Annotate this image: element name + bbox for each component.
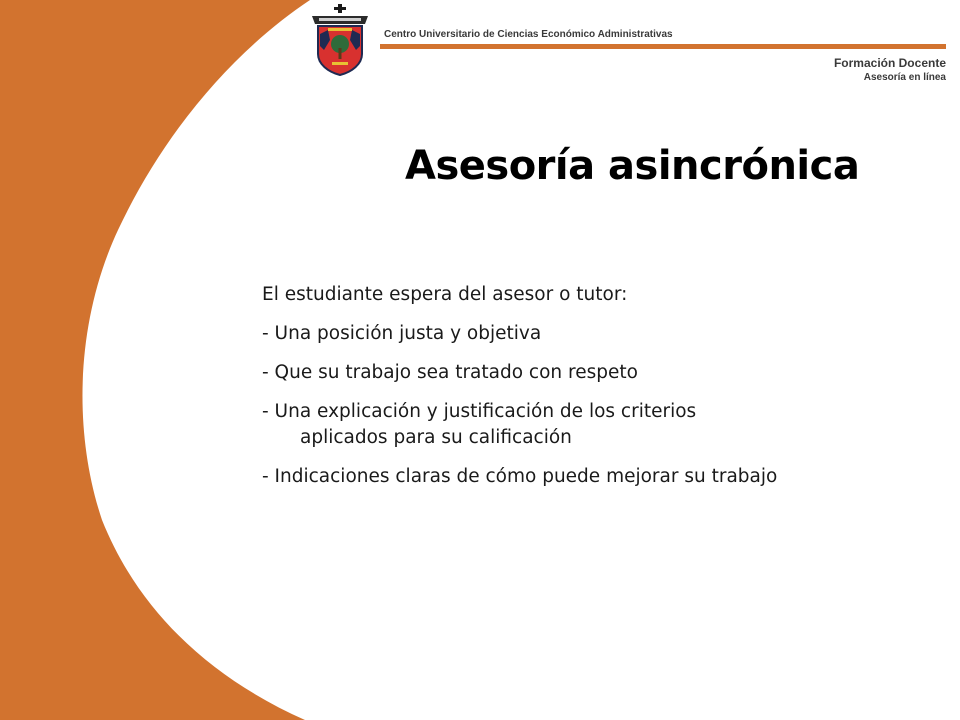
body-item-4: - Indicaciones claras de cómo puede mejorar su trabajo: [262, 466, 778, 487]
header-rule: [380, 44, 946, 49]
department-subtitle: Asesoría en línea: [863, 72, 946, 83]
body-item-1: - Una posición justa y objetiva: [262, 323, 542, 344]
body-intro: El estudiante espera del asesor o tutor:: [262, 284, 628, 305]
institution-name: Centro Universitario de Ciencias Económico Administrativas: [384, 29, 673, 40]
slide-body: [262, 282, 942, 503]
body-item-3: [262, 399, 942, 451]
slide-title: Asesoría asincrónica: [405, 143, 860, 189]
body-item-3-line-1: - Una explicación y justificación de los criterios: [262, 401, 697, 422]
body-item-3-line-2: aplicados para su calificación: [300, 427, 572, 448]
department-name: Formación Docente: [833, 56, 946, 70]
body-item-2: - Que su trabajo sea tratado con respeto: [262, 362, 638, 383]
university-crest-icon: [310, 4, 370, 76]
